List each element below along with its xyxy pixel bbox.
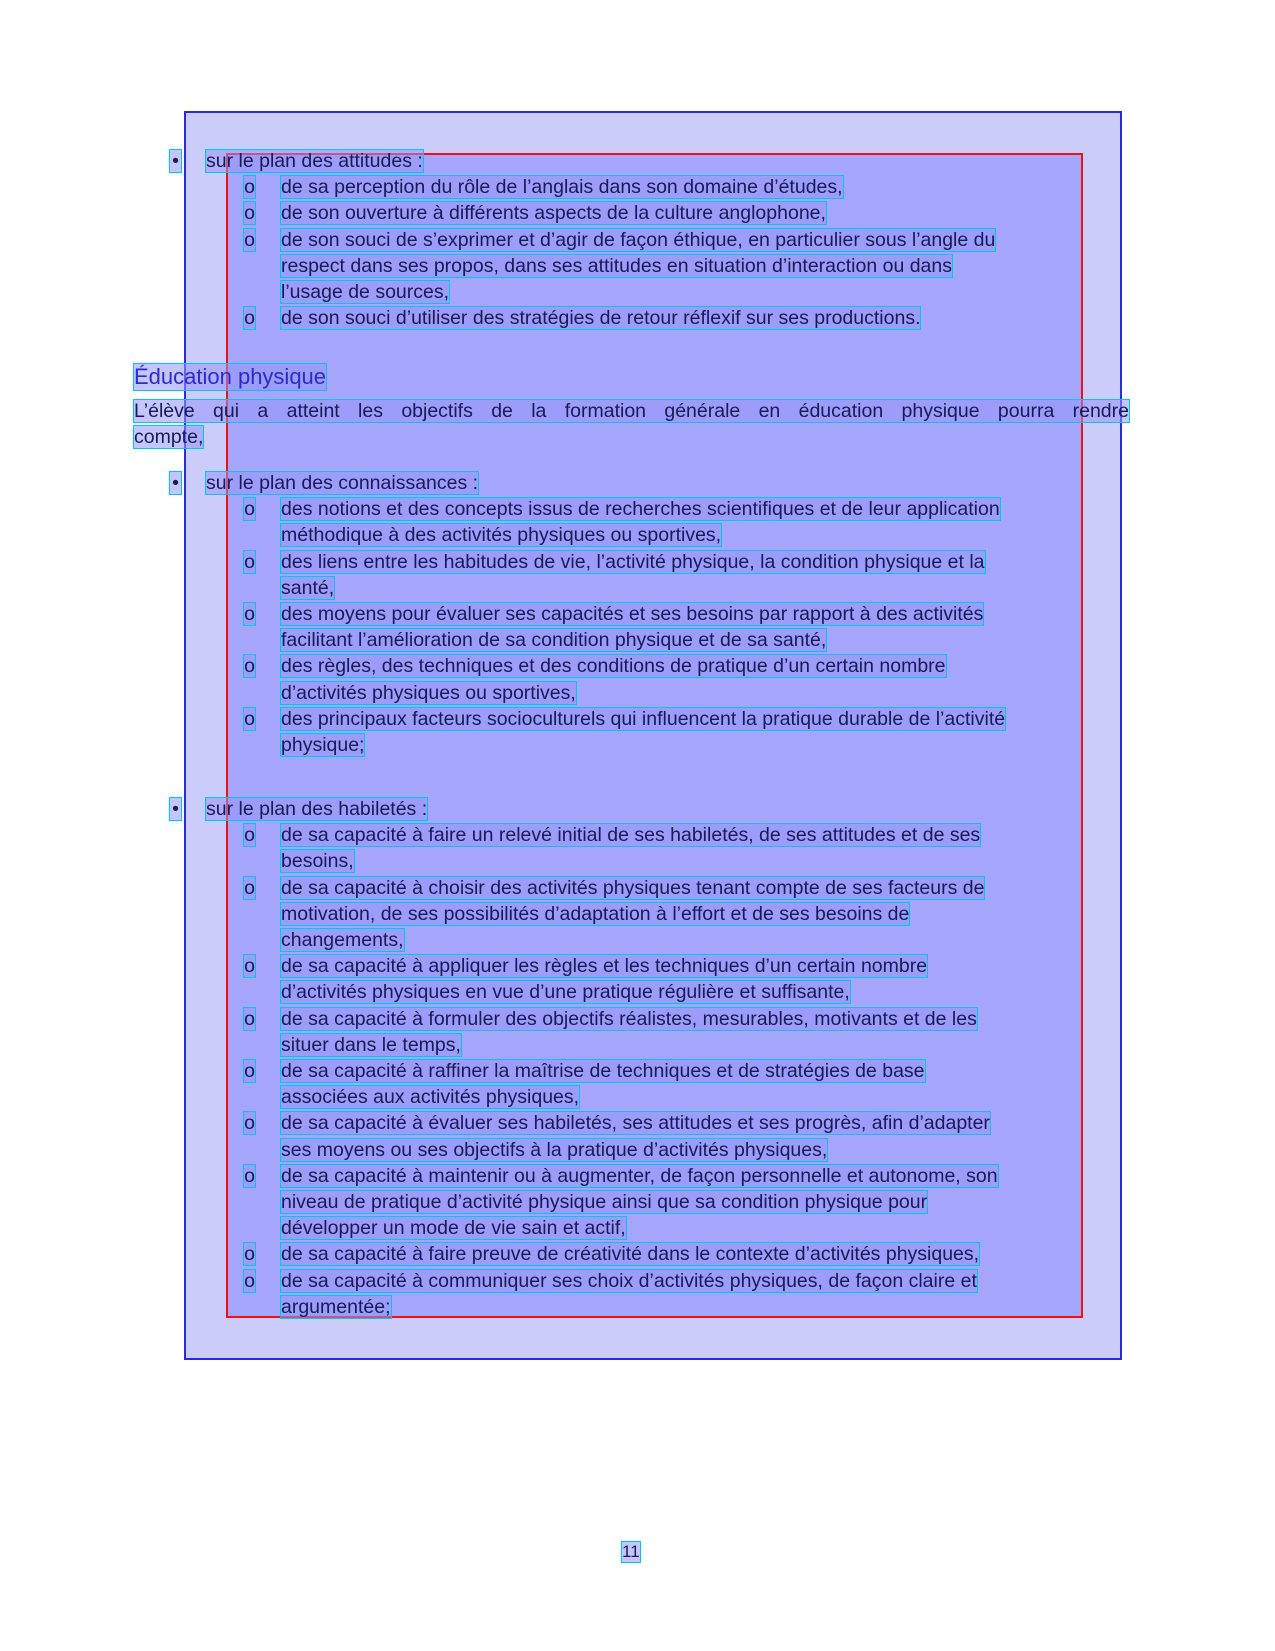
list-item-line: changements,	[281, 929, 404, 951]
page-number: 11	[622, 1542, 640, 1561]
sub-bullet-marker: o	[244, 824, 255, 847]
list-item-line: de sa capacité à appliquer les règles et les techniques d’un certain nombre	[281, 955, 928, 978]
sub-bullet-marker: o	[244, 202, 255, 225]
list-item-line: méthodique à des activités physiques ou sportives,	[281, 524, 722, 547]
list-item-line: besoins,	[281, 850, 354, 873]
list-item-line: des liens entre les habitudes de vie, l’activité physique, la condition physique et la	[281, 550, 985, 573]
intro-line-2: compte,	[134, 426, 204, 448]
sub-bullet-marker: o	[244, 498, 255, 521]
list-item-line: de son souci d’utiliser des stratégies de retour réflexif sur ses productions.	[281, 307, 921, 330]
list-item-line: santé,	[281, 576, 335, 599]
list-item-line: des règles, des techniques et des conditions de pratique d’un certain nombre	[281, 655, 946, 678]
section-heading: Éducation physique	[134, 364, 327, 389]
sub-bullet-marker: o	[244, 707, 255, 730]
list-item-line: respect dans ses propos, dans ses attitudes en situation d’interaction ou dans	[281, 254, 952, 277]
sub-bullet-marker: o	[244, 550, 255, 573]
list-item-line: l’usage de sources,	[281, 281, 450, 303]
list-item-line: de sa capacité à faire preuve de créativité dans le contexte d’activités physiques,	[281, 1243, 980, 1266]
sub-bullet-marker: o	[244, 1164, 255, 1187]
sub-bullet-marker: o	[244, 955, 255, 978]
list-item-line: argumentée;	[281, 1295, 391, 1318]
list-item-line: de sa capacité à évaluer ses habiletés, ses attitudes et ses progrès, afin d’adapter	[281, 1112, 990, 1135]
list-item-line: motivation, de ses possibilités d’adaptation à l’effort et de ses besoins de	[281, 902, 910, 925]
list-item-line: situer dans le temps,	[281, 1033, 461, 1056]
sub-bullet-marker: o	[244, 1112, 255, 1135]
list-item-line: développer un mode de vie sain et actif,	[281, 1217, 626, 1240]
list-item-line: de sa perception du rôle de l’anglais dans son domaine d’études,	[281, 176, 843, 199]
list-item-line: de son ouverture à différents aspects de la culture anglophone,	[281, 202, 826, 225]
list-header: sur le plan des habiletés :	[206, 798, 428, 820]
list-item-line: associées aux activités physiques,	[281, 1086, 580, 1109]
sub-bullet-marker: o	[244, 655, 255, 678]
list-item-line: de sa capacité à faire un relevé initial de ses habiletés, de ses attitudes et de ses	[281, 824, 981, 847]
list-item-line: de sa capacité à maintenir ou à augmenter, de façon personnelle et autonome, son	[281, 1164, 998, 1187]
list-item-line: physique;	[281, 734, 365, 756]
sub-bullet-marker: o	[244, 307, 255, 330]
bullet-marker: •	[170, 472, 181, 494]
list-header: sur le plan des connaissances :	[206, 472, 479, 494]
sub-bullet-marker: o	[244, 1007, 255, 1030]
list-item-line: ses moyens ou ses objectifs à la pratique d’activités physiques,	[281, 1138, 828, 1161]
bullet-marker: •	[170, 150, 181, 172]
list-item-line: facilitant l’amélioration de sa condition physique et de sa santé,	[281, 629, 827, 652]
list-item-line: de sa capacité à formuler des objectifs réalistes, mesurables, motivants et de les	[281, 1007, 977, 1030]
list-item-line: d’activités physiques en vue d’une pratique régulière et suffisante,	[281, 981, 850, 1004]
list-item-line: de son souci de s’exprimer et d’agir de façon éthique, en particulier sous l’angle du	[281, 228, 996, 251]
sub-bullet-marker: o	[244, 876, 255, 899]
list-item-line: des notions et des concepts issus de recherches scientifiques et de leur application	[281, 498, 1000, 521]
list-item-line: niveau de pratique d’activité physique ainsi que sa condition physique pour	[281, 1191, 928, 1213]
bullet-marker: •	[170, 798, 181, 820]
list-item-line: de sa capacité à choisir des activités physiques tenant compte de ses facteurs de	[281, 876, 985, 899]
sub-bullet-marker: o	[244, 1243, 255, 1266]
list-item-line: de sa capacité à communiquer ses choix d’activités physiques, de façon claire et	[281, 1269, 977, 1292]
list-item-line: d’activités physiques ou sportives,	[281, 681, 576, 704]
intro-line-1: L’élève qui a atteint les objectifs de la formation générale en éducation physique pourra rendre	[134, 400, 1129, 422]
sub-bullet-marker: o	[244, 1269, 255, 1292]
sub-bullet-marker: o	[244, 603, 255, 625]
list-header: sur le plan des attitudes :	[206, 150, 423, 172]
list-item-line: des principaux facteurs socioculturels qui influencent la pratique durable de l’activité	[281, 707, 1006, 730]
list-item-line: des moyens pour évaluer ses capacités et ses besoins par rapport à des activités	[281, 603, 984, 625]
list-item-line: de sa capacité à raffiner la maîtrise de techniques et de stratégies de base	[281, 1060, 925, 1082]
sub-bullet-marker: o	[244, 1060, 255, 1082]
sub-bullet-marker: o	[244, 176, 255, 199]
sub-bullet-marker: o	[244, 228, 255, 251]
